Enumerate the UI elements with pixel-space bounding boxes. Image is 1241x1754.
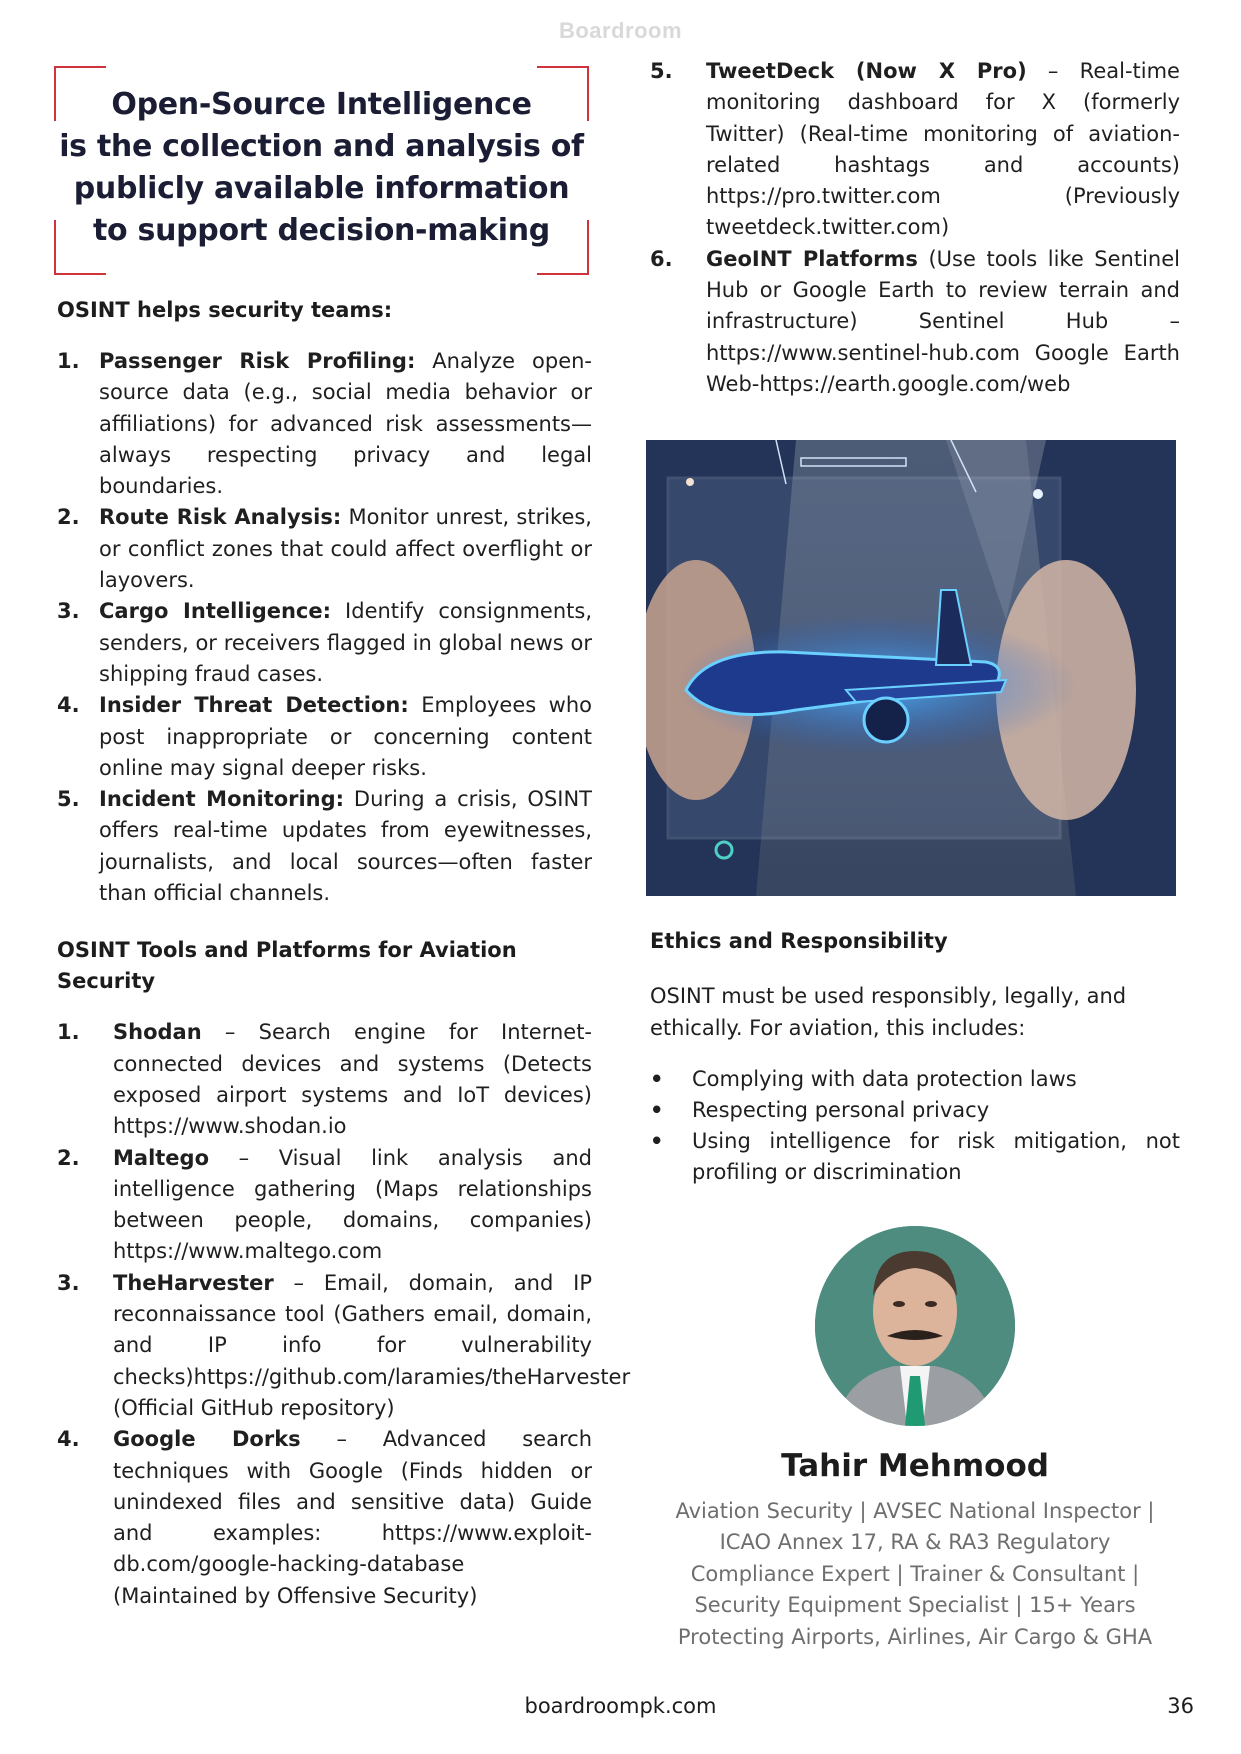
item-text: – Email, domain, and IP reconnaissance tool (Gathers email, domain, and IP info for vulnerability checks)https://github.com/laramies/theHarvester (Official GitHub repository) [113,1270,631,1420]
item-text: During a crisis, OSINT offers real-time updates from eyewitnesses, journalists, and local sources—often faster than official channels. [99,787,593,906]
ethics-intro: OSINT must be used responsibly, legally, and ethically. For aviation, this includes: [650,984,1127,1040]
item-term: Route Risk Analysis: [99,505,342,530]
pull-quote-text [54,84,589,252]
item-text: (Use tools like Sentinel Hub or Google Earth to review terrain and infrastructure) Sentinel Hub – https://www.sentinel-hub.com Google Earth Web-https://earth.google.com/web [706,246,1180,396]
pull-quote-line: Open-Source Intelligence [111,87,532,122]
list-item [650,56,1180,244]
footer-website[interactable]: boardroompk.com [524,1694,717,1718]
item-term: Insider Threat Detection: [99,693,409,718]
list-item [650,244,1180,400]
item-term: Shodan [113,1020,202,1045]
pull-quote [54,60,589,275]
author-block [650,1226,1180,1654]
item-number: 1. [57,1020,80,1045]
item-number: 4. [57,693,80,718]
item-text: – Visual link analysis and intelligence gathering (Maps relationships between people, domains, companies) https://www.maltego.com [113,1145,592,1264]
list-item [57,1424,592,1612]
list-item [57,346,592,502]
item-term: TheHarvester [113,1270,274,1295]
list-item [57,690,592,784]
item-text: Employees who post inappropriate or concerning content online may signal deeper risks. [99,693,592,780]
item-term: Incident Monitoring: [99,787,345,812]
item-text: Analyze open-source data (e.g., social media behavior or affiliations) for advanced risk assessments—always respecting privacy and legal boundaries. [99,349,592,499]
tools-list-continued [650,56,1180,400]
item-number: 1. [57,349,80,373]
item-term: Passenger Risk Profiling: [99,349,416,373]
author-name: Tahir Mehmood [781,1447,1049,1484]
helps-heading: OSINT helps security teams: [57,298,393,322]
item-term: Maltego [113,1145,210,1170]
author-portrait [815,1226,1015,1426]
holographic-airplane-illustration [646,440,1176,896]
item-number: 3. [57,1270,80,1295]
item-number: 6. [650,246,673,271]
item-number: 4. [57,1427,80,1452]
bullet-item [650,1126,1180,1188]
bullet-dot: • [650,1128,664,1153]
pull-quote-line: to support decision-making [93,213,550,248]
list-item [57,1143,592,1268]
item-text: Identify consignments, senders, or receivers flagged in global news or shipping fraud cases. [99,599,592,686]
list-item [57,784,592,909]
item-term: TweetDeck (Now X Pro) [706,59,1027,83]
bullet-text: Respecting personal privacy [692,1097,990,1122]
item-text: – Real-time monitoring dashboard for X (formerly Twitter) (Real-time monitoring of aviation-related hashtags and accounts) https://pro.twitter.com (Previously tweetdeck.twitter.com) [706,59,1180,240]
bullet-dot: • [650,1066,664,1091]
list-item [57,502,592,596]
bullet-item [650,1064,1180,1095]
pull-quote-line: publicly available information [73,171,570,206]
ethics-heading: Ethics and Responsibility [650,929,948,954]
bullet-item [650,1095,1180,1126]
bullet-text: Complying with data protection laws [692,1066,1077,1091]
bullet-dot: • [650,1097,664,1122]
author-bio-line: Security Equipment Specialist | 15+ Years [694,1593,1136,1618]
tools-heading: OSINT Tools and Platforms for Aviation Security [57,938,517,994]
item-number: 3. [57,599,80,624]
item-number: 2. [57,1145,80,1170]
author-avatar [815,1226,1015,1426]
author-bio-line: Aviation Security | AVSEC National Inspector | [675,1498,1155,1523]
list-item [57,1268,631,1424]
ethics-bullets [650,1064,1180,1188]
item-number: 2. [57,505,80,530]
author-bio [650,1496,1180,1654]
left-column [57,60,631,1612]
item-number: 5. [57,787,80,812]
item-number: 5. [650,59,673,83]
list-item [57,1017,592,1142]
item-text: – Search engine for Internet-connected devices and systems (Detects exposed airport systems and IoT devices) https://www.shodan.io [113,1020,592,1139]
item-term: Google Dorks [113,1427,301,1452]
list-item [57,596,592,690]
right-column [650,56,1180,1653]
page-number: 36 [1167,1694,1194,1718]
item-text: Monitor unrest, strikes, or conflict zones that could affect overflight or layovers. [99,505,592,593]
helps-list [57,346,592,909]
masthead: Boardroom [558,18,683,43]
bullet-text: Using intelligence for risk mitigation, not profiling or discrimination [692,1128,1180,1184]
hero-image [646,440,1176,896]
item-term: GeoINT Platforms [706,246,918,271]
item-text: – Advanced search techniques with Google (Finds hidden or unindexed files and sensitive data) Guide and examples: https://www.exploit-db.com/google-hacking-database (Maintained by Offensive Security) [113,1427,592,1608]
item-term: Cargo Intelligence: [99,599,332,624]
author-bio-line: Protecting Airports, Airlines, Air Cargo & GHA [677,1624,1153,1649]
pull-quote-line: is the collection and analysis of [59,129,584,164]
author-bio-line: ICAO Annex 17, RA & RA3 Regulatory [719,1530,1111,1555]
tools-list [57,1017,631,1612]
author-bio-line: Compliance Expert | Trainer & Consultant | [690,1561,1140,1586]
